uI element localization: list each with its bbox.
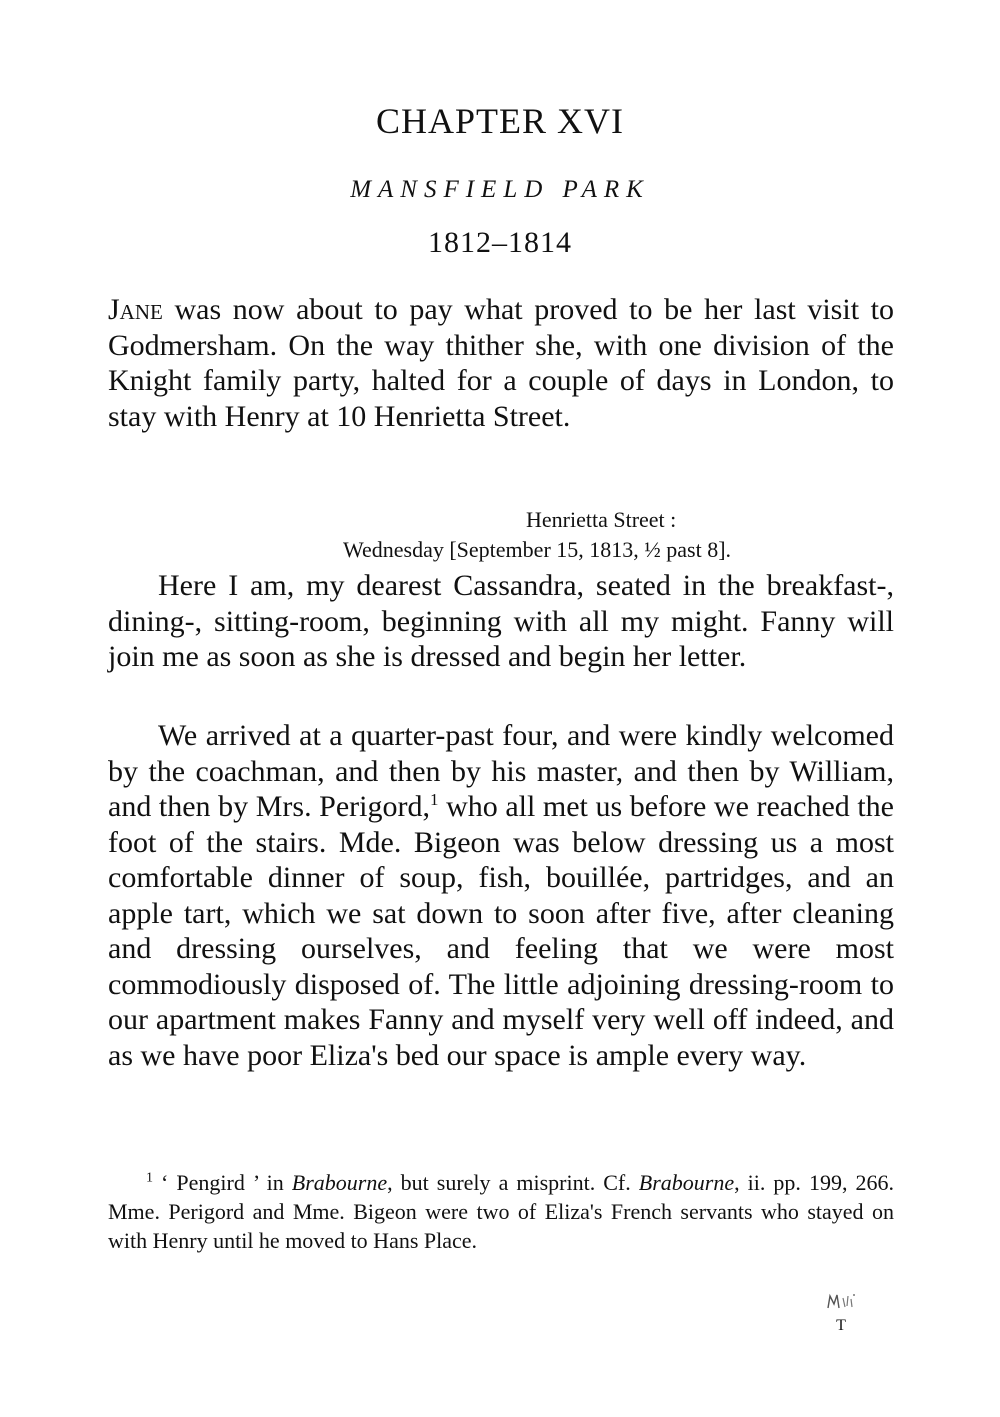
letter-dateline-place: Henrietta Street : [526, 507, 677, 532]
chapter-years: 1812–1814 [428, 226, 572, 259]
letter-dateline-date: Wednesday [September 15, 1813, ½ past 8]. [343, 537, 732, 562]
library-stamp-icon [824, 1290, 858, 1312]
opening-paragraph-text: was now about to pay what proved to be her last visit to Godmersham. On the way thither she, with one division of the Knight family party, halted for a couple of days in London, to stay with Henry at 10 Henrietta Street. [108, 293, 894, 433]
footnote-text: ‘ Pengird ’ in [153, 1170, 292, 1195]
letter-paragraph-text: We arrived at a quarter-past four, and were kindly welcomed by the coachman, and then by his master, and then by William, and then by Mrs. Perigord, [108, 719, 894, 823]
signature-mark [824, 1290, 858, 1335]
letter-paragraph: Here I am, my dearest Cassandra, seated in the breakfast-, dining-, sitting-room, beginning with all my might. Fanny will join me as soon as she is dressed and begin her letter. [108, 569, 894, 673]
footnote-reference: 1 [429, 790, 439, 809]
footnote-text: , ii. pp. 199, 266. Mme. Perigord and Mme. Bigeon were two of Eliza's French servants who stayed on with Henry until he moved to Hans Place. [108, 1170, 894, 1253]
opening-paragraph [108, 292, 894, 434]
lead-word: Jane [108, 293, 163, 326]
footnote-citation: Brabourne [638, 1170, 735, 1195]
footnote-text: , but surely a misprint. Cf. [387, 1170, 639, 1195]
letter-paragraph-text: who all met us before we reached the foot of the stairs. Mde. Bigeon was below dressing us a most comfortable dinner of soup, fish, bouillée, partridges, and an apple tart, which we sat down to soon after five, after cleaning and dressing ourselves, and feeling that we were most commodiously disposed of. The little adjoining dressing-room to our apartment makes Fanny and myself very well off indeed, and as we have poor Eliza's bed our space is ample every way. [108, 790, 894, 1072]
chapter-heading: CHAPTER XVI [375, 101, 624, 141]
letter-paragraph [108, 718, 894, 1073]
footnote [108, 1168, 894, 1255]
signature-letter: T [836, 1317, 846, 1334]
chapter-title: MANSFIELD PARK [350, 176, 650, 203]
footnote-marker: 1 [146, 1170, 153, 1186]
footnote-citation: Brabourne [291, 1170, 388, 1195]
